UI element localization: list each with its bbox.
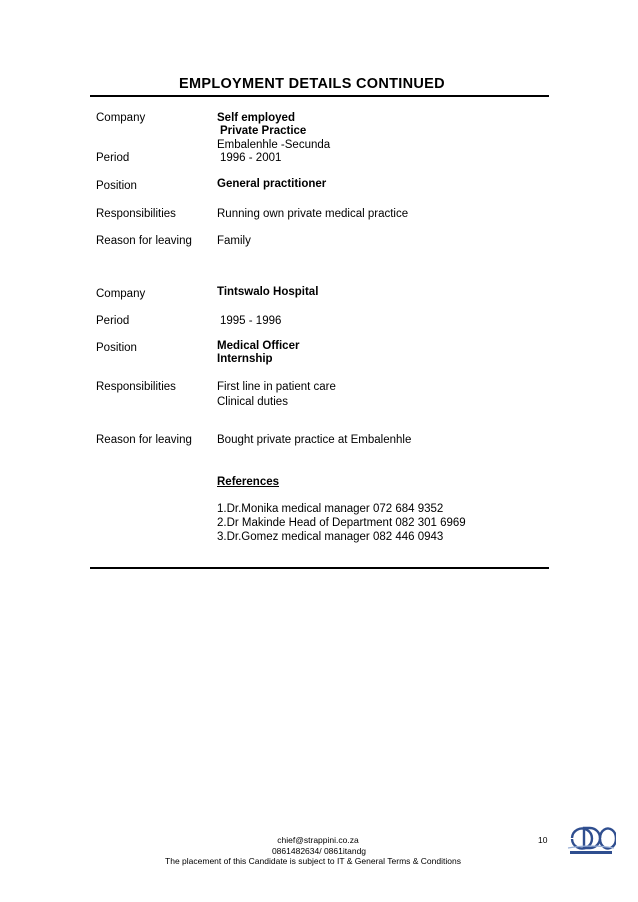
reference-item: 1.Dr.Monika medical manager 072 684 9352 xyxy=(217,503,444,515)
company-location: Embalenhle -Secunda xyxy=(217,139,331,151)
title-divider xyxy=(90,95,549,97)
responsibilities-label: Responsibilities xyxy=(96,208,176,220)
section-divider xyxy=(90,567,549,569)
reason-label: Reason for leaving xyxy=(96,434,192,446)
page-number: 10 xyxy=(538,835,548,845)
company-logo-icon xyxy=(566,822,616,856)
page-title: EMPLOYMENT DETAILS CONTINUED xyxy=(179,76,445,92)
position-label: Position xyxy=(96,180,137,192)
period-value: 1996 - 2001 xyxy=(220,152,282,164)
company-value: Self employed xyxy=(217,112,295,124)
position-value-line2: Internship xyxy=(217,353,273,365)
company-label: Company xyxy=(96,288,146,300)
position-value: General practitioner xyxy=(217,178,327,190)
company-label: Company xyxy=(96,112,146,124)
responsibilities-value: First line in patient care xyxy=(217,381,336,393)
footer-email: chief@strappini.co.za xyxy=(277,835,359,845)
footer-disclaimer: The placement of this Candidate is subject to IT & General Terms & Conditions xyxy=(165,856,461,866)
company-value-line2: Private Practice xyxy=(220,125,307,137)
reference-item: 3.Dr.Gomez medical manager 082 446 0943 xyxy=(217,531,444,543)
footer-phone: 0861482634/ 0861itandg xyxy=(271,846,367,856)
position-label: Position xyxy=(96,342,137,354)
reason-label: Reason for leaving xyxy=(96,235,192,247)
period-label: Period xyxy=(96,315,130,327)
responsibilities-value-line2: Clinical duties xyxy=(217,396,288,408)
company-value: Tintswalo Hospital xyxy=(217,286,319,298)
position-value: Medical Officer xyxy=(217,340,300,352)
period-label: Period xyxy=(96,152,130,164)
period-value: 1995 - 1996 xyxy=(220,315,282,327)
reason-value: Bought private practice at Embalenhle xyxy=(217,434,412,446)
references-heading: References xyxy=(217,476,280,488)
responsibilities-value: Running own private medical practice xyxy=(217,208,409,220)
responsibilities-label: Responsibilities xyxy=(96,381,176,393)
reason-value: Family xyxy=(217,235,251,247)
reference-item: 2.Dr Makinde Head of Department 082 301 6969 xyxy=(217,517,466,529)
